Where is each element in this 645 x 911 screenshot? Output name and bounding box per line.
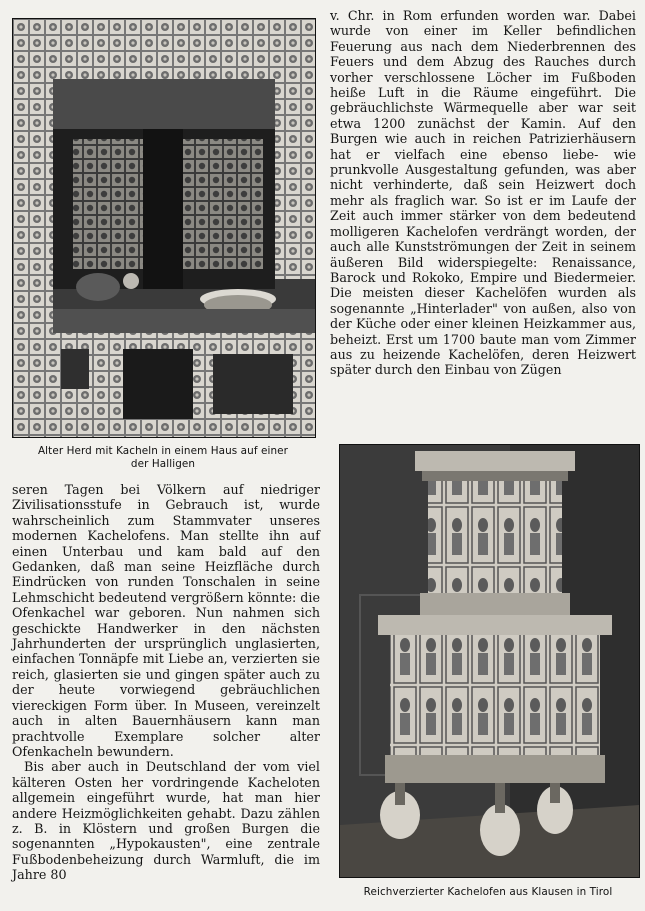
left-column-text <box>12 482 320 883</box>
paragraph: Bis aber auch in Deutschland der vom viel kälteren Osten her vordringende Kacheloten allgemein eingeführt wurde, hat man hier andere Heizmöglichkeiten gehabt. Dazu zählen z. B. in Klöstern und großen Burgen die sogenannten „Hypokausten", eine zentrale Fußbodenbeheizung durch Warmluft, die im Jahre 80 <box>12 759 320 883</box>
caption-tiled-stove <box>335 886 641 899</box>
caption-line: Reichverzierter Kachelofen aus Klausen in Tirol <box>363 886 613 898</box>
right-column-text <box>330 8 636 378</box>
caption-line: der Halligen <box>130 458 196 470</box>
photo-tiled-stove <box>339 444 640 878</box>
photo-tiled-hearth <box>12 18 316 438</box>
caption-line: Alter Herd mit Kacheln in einem Haus auf einer <box>37 445 289 457</box>
caption-tiled-hearth <box>6 445 320 471</box>
paragraph: v. Chr. in Rom erfunden worden war. Dabei wurde von einer im Keller befindlichen Feuerung aus nach dem Niederbrennen des Feuers und dem Abzug des Rauches durch vorher verschlossene Löcher im Fußboden heiße Luft in die Räume eingeführt. Die gebräuchlichste Wärmequelle aber war seit etwa 1200 zunächst der Kamin. Auf den Burgen wie auch in reichen Patrizierhäusern hat er vielfach eine ebenso liebe- wie prunkvolle Ausgestaltung gefunden, was aber nicht verhinderte, daß sein Heizwert doch mehr als fraglich war. So ist er im Laufe der Zeit auch immer stärker von dem bedeutend molligeren Kachelofen verdrängt worden, der auch alle Kunstströmungen der Zeit in seinem äußeren Bild widerspiegelte: Renaissance, Barock und Rokoko, Empire und Biedermeier. Die meisten dieser Kachelöfen wurden als sogenannte „Hinterlader" von außen, also von der Küche oder einer kleinen Heizkammer aus, beheizt. Erst um 1700 baute man vom Zimmer aus zu heizende Kachelöfen, deren Heizwert später durch den Einbau von Zügen <box>330 8 636 378</box>
paragraph: seren Tagen bei Völkern auf niedriger Zivilisationsstufe in Gebrauch ist, wurde wahrscheinlich zum Stammvater unseres modernen Kachelofens. Man stellte ihn auf einen Unterbau und kam bald auf den Gedanken, daß man seine Heizfläche durch Eindrücken von runden Tonschalen in seine Lehmschicht bedeutend vergrößern könnte: die Ofenkachel war geboren. Nun nahmen sich geschickte Handwerker in den nächsten Jahrhunderten der ursprünglich unglasierten, einfachen Tonnäpfe mit Liebe an, verzierten sie reich, glasierten sie und gingen später auch zu der heute vorwiegend gebräuchlichen viereckigen Form über. In Museen, vereinzelt auch in alten Bauernhäusern kann man prachtvolle Exemplare solcher alter Ofenkacheln bewundern. <box>12 482 320 759</box>
